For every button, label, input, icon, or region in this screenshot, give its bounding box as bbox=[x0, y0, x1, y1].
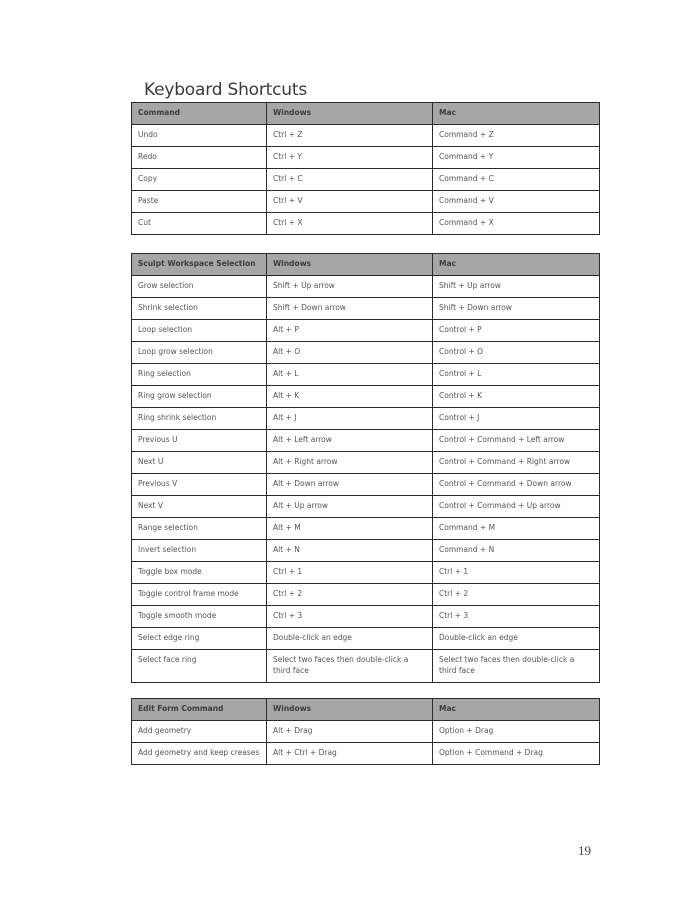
table-header-row bbox=[132, 699, 600, 721]
cell-mac: Control + Command + Right arrow bbox=[433, 452, 600, 474]
page-title: Keyboard Shortcuts bbox=[144, 80, 307, 100]
column-header-windows: Windows bbox=[267, 103, 433, 125]
cell-mac: Control + Command + Up arrow bbox=[433, 496, 600, 518]
cell-windows: Select two faces then double-click a third face bbox=[267, 650, 433, 683]
cell-mac: Ctrl + 1 bbox=[433, 562, 600, 584]
cell-command: Redo bbox=[132, 147, 267, 169]
cell-command: Range selection bbox=[132, 518, 267, 540]
table-header-row bbox=[132, 254, 600, 276]
column-header-command: Command bbox=[132, 103, 267, 125]
table-row bbox=[132, 650, 600, 683]
cell-windows: Alt + Down arrow bbox=[267, 474, 433, 496]
column-header-mac: Mac bbox=[433, 254, 600, 276]
cell-windows: Ctrl + 1 bbox=[267, 562, 433, 584]
cell-command: Undo bbox=[132, 125, 267, 147]
cell-command: Add geometry bbox=[132, 721, 267, 743]
cell-mac: Command + M bbox=[433, 518, 600, 540]
table-row bbox=[132, 430, 600, 452]
cell-mac: Command + Y bbox=[433, 147, 600, 169]
cell-command: Select face ring bbox=[132, 650, 267, 683]
cell-windows: Alt + Left arrow bbox=[267, 430, 433, 452]
cell-mac: Control + O bbox=[433, 342, 600, 364]
cell-command: Cut bbox=[132, 213, 267, 235]
cell-windows: Alt + L bbox=[267, 364, 433, 386]
column-header-command: Edit Form Command bbox=[132, 699, 267, 721]
cell-windows: Alt + P bbox=[267, 320, 433, 342]
cell-mac: Command + X bbox=[433, 213, 600, 235]
cell-mac: Control + P bbox=[433, 320, 600, 342]
cell-command: Toggle smooth mode bbox=[132, 606, 267, 628]
table-row bbox=[132, 125, 600, 147]
cell-mac: Ctrl + 2 bbox=[433, 584, 600, 606]
cell-windows: Alt + Up arrow bbox=[267, 496, 433, 518]
cell-command: Paste bbox=[132, 191, 267, 213]
table-row bbox=[132, 342, 600, 364]
cell-command: Invert selection bbox=[132, 540, 267, 562]
cell-mac: Option + Command + Drag bbox=[433, 743, 600, 765]
cell-windows: Alt + J bbox=[267, 408, 433, 430]
table-row bbox=[132, 320, 600, 342]
cell-windows: Alt + K bbox=[267, 386, 433, 408]
cell-command: Loop selection bbox=[132, 320, 267, 342]
cell-windows: Alt + N bbox=[267, 540, 433, 562]
cell-windows: Alt + O bbox=[267, 342, 433, 364]
cell-windows: Ctrl + X bbox=[267, 213, 433, 235]
cell-windows: Ctrl + 3 bbox=[267, 606, 433, 628]
table-row bbox=[132, 496, 600, 518]
cell-command: Ring grow selection bbox=[132, 386, 267, 408]
cell-windows: Double-click an edge bbox=[267, 628, 433, 650]
table-row bbox=[132, 169, 600, 191]
cell-mac: Ctrl + 3 bbox=[433, 606, 600, 628]
cell-mac: Control + K bbox=[433, 386, 600, 408]
cell-command: Add geometry and keep creases bbox=[132, 743, 267, 765]
cell-mac: Control + L bbox=[433, 364, 600, 386]
cell-windows: Ctrl + 2 bbox=[267, 584, 433, 606]
table-row bbox=[132, 721, 600, 743]
basic-commands-table bbox=[131, 102, 600, 235]
table-row bbox=[132, 364, 600, 386]
cell-command: Next V bbox=[132, 496, 267, 518]
table-header-row bbox=[132, 103, 600, 125]
table-row bbox=[132, 474, 600, 496]
cell-command: Previous V bbox=[132, 474, 267, 496]
cell-windows: Alt + Right arrow bbox=[267, 452, 433, 474]
table-row bbox=[132, 298, 600, 320]
table-row bbox=[132, 452, 600, 474]
table-row bbox=[132, 562, 600, 584]
cell-command: Select edge ring bbox=[132, 628, 267, 650]
cell-mac: Command + C bbox=[433, 169, 600, 191]
column-header-command: Sculpt Workspace Selection bbox=[132, 254, 267, 276]
table-row bbox=[132, 408, 600, 430]
cell-mac: Double-click an edge bbox=[433, 628, 600, 650]
cell-mac: Control + Command + Left arrow bbox=[433, 430, 600, 452]
cell-mac: Command + Z bbox=[433, 125, 600, 147]
cell-mac: Select two faces then double-click a third face bbox=[433, 650, 600, 683]
cell-command: Ring shrink selection bbox=[132, 408, 267, 430]
cell-mac: Option + Drag bbox=[433, 721, 600, 743]
cell-command: Loop grow selection bbox=[132, 342, 267, 364]
table-row bbox=[132, 518, 600, 540]
cell-command: Toggle control frame mode bbox=[132, 584, 267, 606]
edit-form-table bbox=[131, 698, 600, 765]
cell-command: Ring selection bbox=[132, 364, 267, 386]
cell-command: Shrink selection bbox=[132, 298, 267, 320]
cell-mac: Control + Command + Down arrow bbox=[433, 474, 600, 496]
cell-command: Grow selection bbox=[132, 276, 267, 298]
table-row bbox=[132, 191, 600, 213]
column-header-windows: Windows bbox=[267, 254, 433, 276]
cell-windows: Alt + Drag bbox=[267, 721, 433, 743]
cell-mac: Shift + Down arrow bbox=[433, 298, 600, 320]
cell-command: Copy bbox=[132, 169, 267, 191]
cell-command: Previous U bbox=[132, 430, 267, 452]
column-header-mac: Mac bbox=[433, 103, 600, 125]
column-header-windows: Windows bbox=[267, 699, 433, 721]
sculpt-selection-table bbox=[131, 253, 600, 683]
cell-command: Toggle box mode bbox=[132, 562, 267, 584]
table-row bbox=[132, 743, 600, 765]
cell-windows: Alt + M bbox=[267, 518, 433, 540]
cell-windows: Ctrl + C bbox=[267, 169, 433, 191]
table-row bbox=[132, 386, 600, 408]
cell-mac: Shift + Up arrow bbox=[433, 276, 600, 298]
table-row bbox=[132, 606, 600, 628]
table-row bbox=[132, 276, 600, 298]
cell-windows: Ctrl + Y bbox=[267, 147, 433, 169]
page-number: 19 bbox=[578, 843, 591, 858]
column-header-mac: Mac bbox=[433, 699, 600, 721]
cell-mac: Command + N bbox=[433, 540, 600, 562]
cell-windows: Shift + Up arrow bbox=[267, 276, 433, 298]
cell-mac: Control + J bbox=[433, 408, 600, 430]
cell-windows: Shift + Down arrow bbox=[267, 298, 433, 320]
cell-windows: Ctrl + Z bbox=[267, 125, 433, 147]
cell-windows: Ctrl + V bbox=[267, 191, 433, 213]
cell-windows: Alt + Ctrl + Drag bbox=[267, 743, 433, 765]
cell-command: Next U bbox=[132, 452, 267, 474]
cell-mac: Command + V bbox=[433, 191, 600, 213]
table-row bbox=[132, 628, 600, 650]
table-row bbox=[132, 147, 600, 169]
table-row bbox=[132, 213, 600, 235]
table-row bbox=[132, 540, 600, 562]
table-row bbox=[132, 584, 600, 606]
